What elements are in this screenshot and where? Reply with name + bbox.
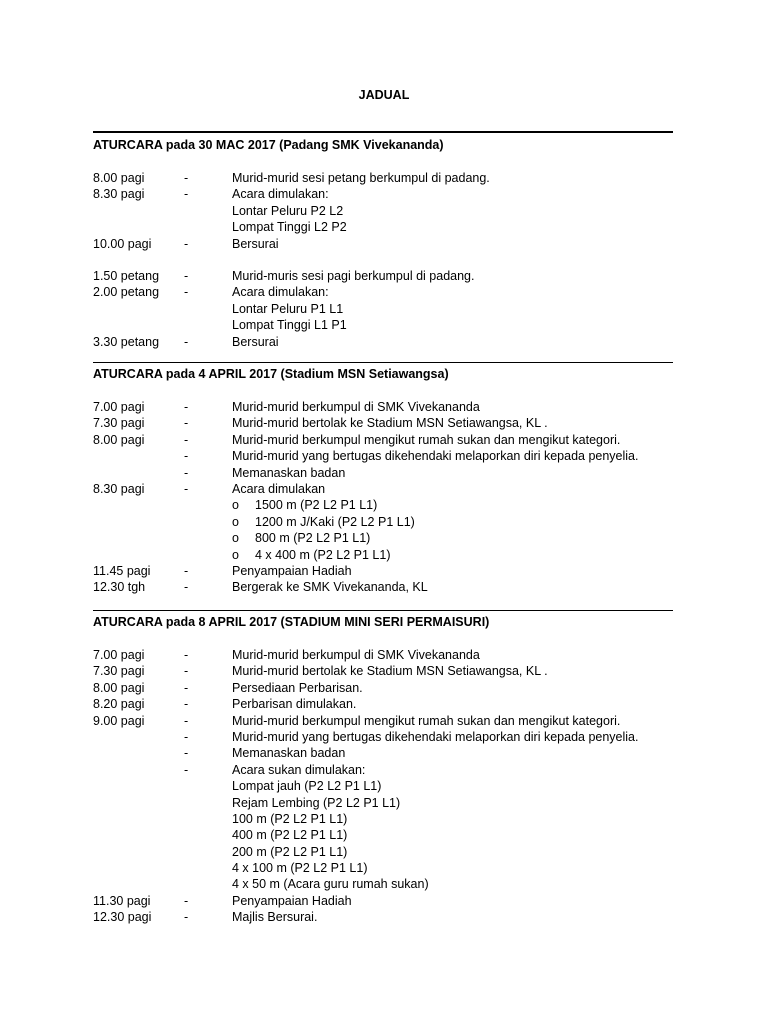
dash-separator: -: [184, 285, 189, 300]
activity-description: Penyampaian Hadiah: [232, 563, 352, 578]
schedule-row: [93, 663, 693, 679]
dash-separator: -: [184, 449, 189, 464]
activity-description: Majlis Bersurai.: [232, 910, 318, 925]
schedule-row: [93, 448, 693, 464]
bullet-marker: o: [232, 547, 239, 562]
schedule-row: [93, 284, 693, 300]
dash-separator: -: [184, 648, 189, 662]
dash-separator: -: [184, 236, 189, 251]
schedule-row: [93, 893, 693, 909]
document-title: JADUAL: [358, 88, 410, 102]
section-8-april: [93, 614, 693, 926]
activity-description: Bersurai: [232, 334, 279, 349]
dash-separator: -: [184, 910, 189, 925]
schedule-row: [93, 268, 693, 284]
schedule-row: [93, 876, 693, 892]
time-label: 8.00 pagi: [93, 171, 145, 185]
activity-description: Murid-murid berkumpul mengikut rumah sukan dan mengikut kategori.: [232, 432, 621, 447]
activity-description: Bersurai: [232, 236, 279, 251]
dash-separator: -: [184, 680, 189, 695]
schedule-row: [93, 696, 693, 712]
schedule-row: [93, 236, 693, 252]
section-heading: ATURCARA pada 8 APRIL 2017 (STADIUM MINI SERI PERMAISURI): [93, 615, 490, 629]
section-heading: ATURCARA pada 4 APRIL 2017 (Stadium MSN Setiawangsa): [93, 367, 449, 381]
schedule-row: [93, 811, 693, 827]
time-label: 8.00 pagi: [93, 432, 145, 447]
activity-description: Murid-murid bertolak ke Stadium MSN Setiawangsa, KL .: [232, 416, 548, 431]
dash-separator: -: [184, 334, 189, 349]
time-label: 8.30 pagi: [93, 187, 145, 202]
activity-description: Acara dimulakan:: [232, 285, 329, 300]
activity-description: Murid-murid berkumpul di SMK Vivekananda: [232, 400, 480, 414]
activity-description: 400 m (P2 L2 P1 L1): [232, 828, 348, 843]
activity-description: Murid-murid bertolak ke Stadium MSN Setiawangsa, KL .: [232, 664, 548, 679]
time-label: 8.20 pagi: [93, 697, 145, 712]
dash-separator: -: [184, 563, 189, 578]
activity-description: Murid-murid berkumpul mengikut rumah sukan dan mengikut kategori.: [232, 713, 621, 728]
schedule-row: [93, 762, 693, 778]
activity-description: Murid-murid sesi petang berkumpul di padang.: [232, 171, 490, 185]
dash-separator: -: [184, 187, 189, 202]
activity-description: Acara sukan dimulakan:: [232, 762, 366, 777]
schedule-row: [93, 481, 693, 497]
time-label: 7.00 pagi: [93, 400, 145, 414]
schedule-row: [93, 465, 693, 481]
activity-description: Perbarisan dimulakan.: [232, 697, 357, 712]
activity-description: Murid-murid yang bertugas dikehendaki melaporkan diri kepada penyelia.: [232, 729, 639, 744]
activity-description: Murid-muris sesi pagi berkumpul di padang.: [232, 268, 475, 283]
schedule-row: [93, 827, 693, 843]
schedule-row: [93, 795, 693, 811]
section-30-mac: [93, 137, 693, 350]
dash-separator: -: [184, 432, 189, 447]
activity-description: Acara dimulakan:: [232, 187, 329, 202]
schedule-row: [93, 563, 693, 579]
activity-description: Lompat jauh (P2 L2 P1 L1): [232, 779, 382, 794]
schedule-row: [93, 680, 693, 696]
time-label: 8.00 pagi: [93, 680, 145, 695]
section-4-april: [93, 366, 693, 596]
dash-separator: -: [184, 465, 189, 480]
divider: [93, 131, 673, 133]
time-label: 2.00 petang: [93, 285, 160, 300]
bullet-marker: o: [232, 514, 239, 529]
schedule-row: [93, 170, 693, 186]
bullet-marker: o: [232, 498, 239, 513]
dash-separator: -: [184, 729, 189, 744]
activity-description: Persediaan Perbarisan.: [232, 680, 363, 695]
activity-description: Penyampaian Hadiah: [232, 893, 352, 908]
divider: [93, 362, 673, 363]
bullet-marker: o: [232, 531, 239, 546]
bullet-text: 1500 m (P2 L2 P1 L1): [255, 498, 378, 513]
time-label: 11.30 pagi: [93, 893, 151, 908]
schedule-row: [93, 186, 693, 202]
activity-description: Lontar Peluru P1 L1: [232, 301, 344, 316]
dash-separator: -: [184, 697, 189, 712]
activity-description: Murid-murid yang bertugas dikehendaki melaporkan diri kepada penyelia.: [232, 449, 639, 464]
divider: [93, 610, 673, 611]
activity-description: 4 x 50 m (Acara guru rumah sukan): [232, 877, 429, 892]
schedule-row: [93, 432, 693, 448]
time-label: 7.30 pagi: [93, 664, 145, 679]
activity-description: Murid-murid berkumpul di SMK Vivekananda: [232, 648, 480, 662]
schedule-row: [93, 729, 693, 745]
schedule-row: [93, 203, 693, 219]
dash-separator: -: [184, 400, 189, 414]
dash-separator: -: [184, 893, 189, 908]
schedule-row: [93, 713, 693, 729]
schedule-row: [93, 909, 693, 925]
time-label: 1.50 petang: [93, 268, 160, 283]
dash-separator: -: [184, 481, 189, 496]
activity-description: Lompat Tinggi L1 P1: [232, 318, 347, 333]
activity-description: 200 m (P2 L2 P1 L1): [232, 844, 348, 859]
schedule-row: [93, 317, 693, 333]
dash-separator: -: [184, 580, 189, 595]
schedule-row: [93, 301, 693, 317]
activity-description: Memanaskan badan: [232, 465, 346, 480]
time-label: 9.00 pagi: [93, 713, 145, 728]
dash-separator: -: [184, 713, 189, 728]
dash-separator: -: [184, 746, 189, 761]
dash-separator: -: [184, 762, 189, 777]
time-label: 7.30 pagi: [93, 416, 145, 431]
time-label: 12.30 pagi: [93, 910, 152, 925]
schedule-row: [93, 647, 693, 663]
bullet-item: [93, 530, 693, 546]
schedule-row: [93, 860, 693, 876]
bullet-item: [93, 497, 693, 513]
bullet-text: 800 m (P2 L2 P1 L1): [255, 531, 371, 546]
schedule-row: [93, 844, 693, 860]
activity-description: 4 x 100 m (P2 L2 P1 L1): [232, 861, 368, 876]
dash-separator: -: [184, 416, 189, 431]
section-heading: ATURCARA pada 30 MAC 2017 (Padang SMK Vivekananda): [93, 138, 444, 152]
time-label: 7.00 pagi: [93, 648, 145, 662]
time-label: 8.30 pagi: [93, 481, 145, 496]
schedule-row: [93, 745, 693, 761]
schedule-row: [93, 334, 693, 350]
schedule-row: [93, 415, 693, 431]
bullet-text: 1200 m J/Kaki (P2 L2 P1 L1): [255, 514, 415, 529]
time-label: 3.30 petang: [93, 334, 160, 349]
time-label: 10.00 pagi: [93, 236, 152, 251]
activity-description: Lompat Tinggi L2 P2: [232, 220, 347, 235]
schedule-row: [93, 579, 693, 595]
dash-separator: -: [184, 171, 189, 185]
bullet-text: 4 x 400 m (P2 L2 P1 L1): [255, 547, 391, 562]
bullet-item: [93, 514, 693, 530]
bullet-item: [93, 547, 693, 563]
schedule-row: [93, 778, 693, 794]
dash-separator: -: [184, 268, 189, 283]
schedule-row: [93, 399, 693, 415]
activity-description: Lontar Peluru P2 L2: [232, 203, 344, 218]
activity-description: Acara dimulakan: [232, 481, 326, 496]
schedule-row: [93, 219, 693, 235]
activity-description: Memanaskan badan: [232, 746, 346, 761]
dash-separator: -: [184, 664, 189, 679]
time-label: 11.45 pagi: [93, 563, 151, 578]
activity-description: 100 m (P2 L2 P1 L1): [232, 811, 348, 826]
time-label: 12.30 tgh: [93, 580, 146, 595]
activity-description: Bergerak ke SMK Vivekananda, KL: [232, 580, 428, 595]
activity-description: Rejam Lembing (P2 L2 P1 L1): [232, 795, 401, 810]
